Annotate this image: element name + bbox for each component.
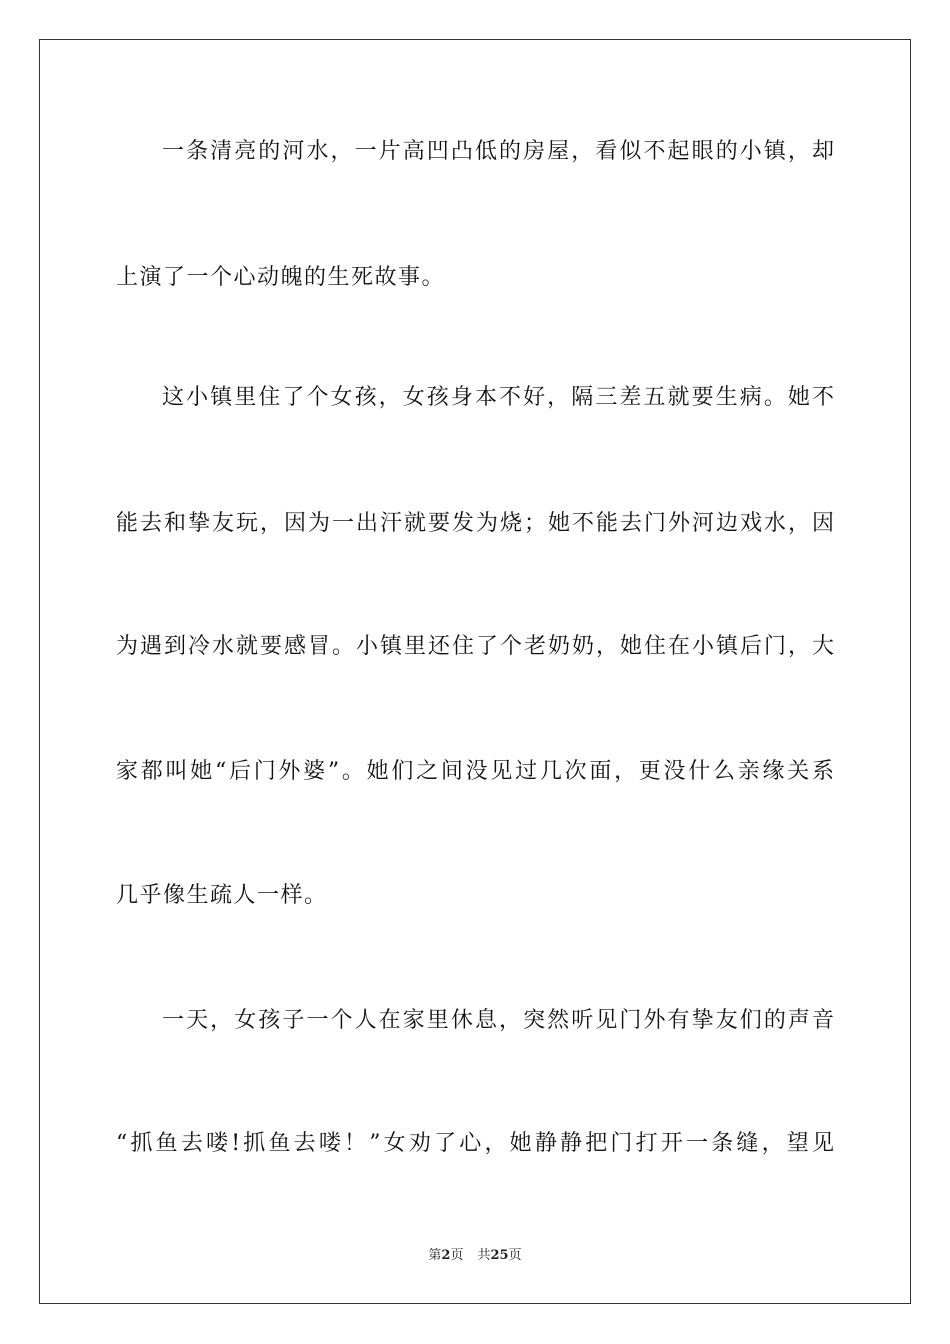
text-line-3: 这小镇里住了个女孩，女孩身本不好，隔三差五就要生病。她不 xyxy=(162,385,834,410)
total-pages: 25 xyxy=(490,1248,509,1263)
text-line-9: “抓鱼去喽!抓鱼去喽！”女劝了心，她静静把门打开一条缝，望见 xyxy=(116,1131,834,1156)
total-suffix: 页 xyxy=(508,1248,522,1263)
text-line-1: 一条清亮的河水，一片高凹凸低的房屋，看似不起眼的小镇，却 xyxy=(162,139,834,164)
page-prefix: 第 xyxy=(428,1248,442,1263)
text-line-4: 能去和挚友玩，因为一出汗就要发为烧；她不能去门外河边戏水，因 xyxy=(116,511,834,536)
page-border xyxy=(39,39,911,1304)
total-prefix: 共 xyxy=(477,1248,491,1263)
page-footer xyxy=(0,1247,950,1265)
page-number: 2 xyxy=(441,1248,451,1263)
text-line-6: 家都叫她“后门外婆”。她们之间没见过几次面，更没什么亲缘关系 xyxy=(116,759,834,784)
text-line-7: 几乎像生疏人一样。 xyxy=(116,883,328,908)
text-line-5: 为遇到冷水就要感冒。小镇里还住了个老奶奶，她住在小镇后门，大 xyxy=(116,634,834,659)
page-suffix: 页 xyxy=(450,1248,464,1263)
text-line-2: 上演了一个心动魄的生死故事。 xyxy=(116,265,446,290)
text-line-8: 一天，女孩子一个人在家里休息，突然听见门外有挚友们的声音 xyxy=(162,1008,834,1033)
